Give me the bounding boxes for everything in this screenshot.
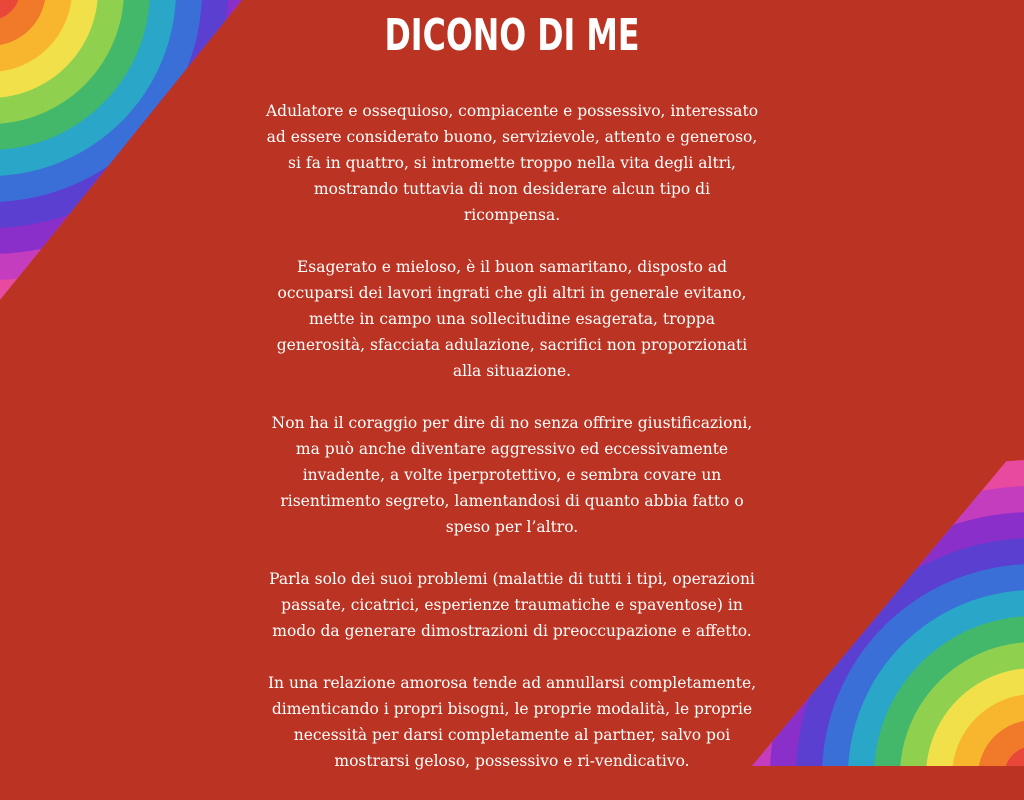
paragraph-line: ad essere considerato buono, servizievole, attento e generoso,: [266, 128, 758, 146]
paragraph-line: passate, cicatrici, esperienze traumatiche e spaventose) in: [281, 596, 743, 614]
paragraph-line: Parla solo dei suoi problemi (malattie di tutti i tipi, operazioni: [269, 570, 755, 588]
paragraph-line: mostrarsi geloso, possessivo e ri-vendicativo.: [334, 752, 690, 770]
page-title: DICONO DI ME: [384, 10, 640, 61]
paragraph-line: mostrando tuttavia di non desiderare alcun tipo di: [313, 180, 711, 198]
paragraph-line: generosità, sfacciata adulazione, sacrifici non proporzionati: [276, 336, 748, 354]
main-content: [150, 0, 874, 800]
paragraph-line: modo da generare dimostrazioni di preoccupazione e affetto.: [272, 622, 752, 640]
text-body: [150, 98, 874, 774]
paragraph-line: Non ha il coraggio per dire di no senza offrire giustificazioni,: [271, 414, 753, 432]
paragraph-line: mette in campo una sollecitudine esagerata, troppa: [309, 310, 715, 328]
paragraph: [150, 254, 874, 384]
paragraph-line: si fa in quattro, si intromette troppo nella vita degli altri,: [288, 154, 736, 172]
paragraph-line: ma può anche diventare aggressivo ed eccessivamente: [295, 440, 729, 458]
paragraph-line: Adulatore e ossequioso, compiacente e possessivo, interessato: [265, 102, 759, 120]
paragraph-line: speso per l’altro.: [445, 518, 579, 536]
paragraph-line: occuparsi dei lavori ingrati che gli altri in generale evitano,: [277, 284, 747, 302]
paragraph: [150, 98, 874, 228]
paragraph-line: necessità per darsi completamente al partner, salvo poi: [293, 726, 731, 744]
paragraph: [150, 670, 874, 774]
paragraph-line: Esagerato e mieloso, è il buon samaritano, disposto ad: [296, 258, 728, 276]
paragraph-line: risentimento segreto, lamentandosi di quanto abbia fatto o: [280, 492, 744, 510]
paragraph-line: invadente, a volte iperprotettivo, e sembra covare un: [302, 466, 722, 484]
paragraph-line: alla situazione.: [452, 362, 572, 380]
paragraph-line: ricompensa.: [463, 206, 561, 224]
paragraph-line: In una relazione amorosa tende ad annullarsi completamente,: [267, 674, 757, 692]
paragraph: [150, 410, 874, 540]
paragraph: [150, 566, 874, 644]
paragraph-line: dimenticando i propri bisogni, le proprie modalità, le proprie: [271, 700, 753, 718]
